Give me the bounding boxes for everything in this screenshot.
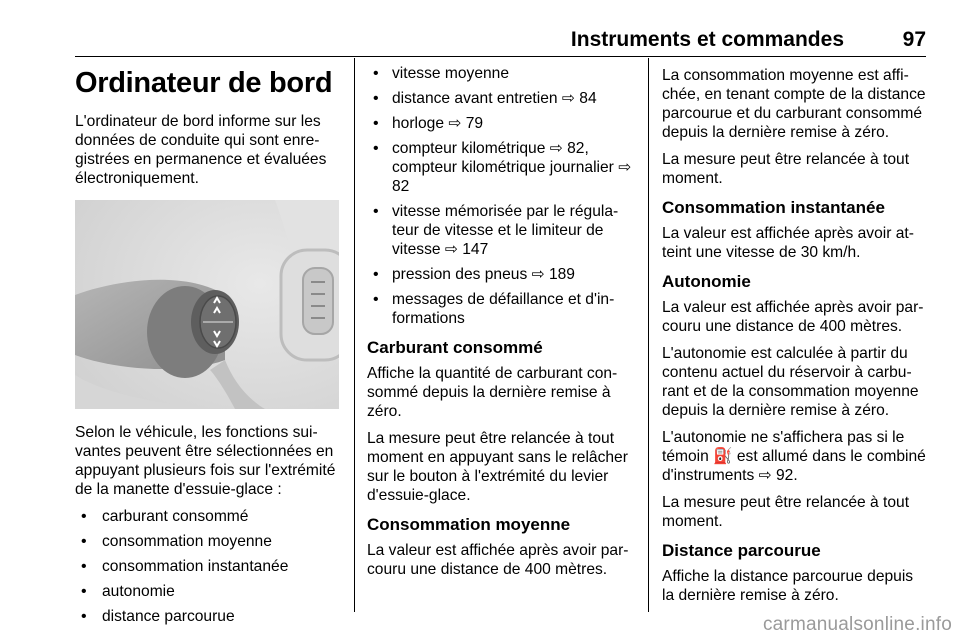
- heading-carburant-consomme: Carburant consommé: [367, 338, 543, 357]
- column-divider-2: [648, 58, 649, 612]
- functions-intro: Selon le véhicule, les fonctions suivantes peuvent être sélectionnées en appuyant plusieurs fois sur l'extrémité de la manette d'essuie-glace :: [75, 424, 336, 498]
- paragraph: L'autonomie ne s'affichera pas si le témoin ⛽ est allumé dans le combiné d'instruments ⇨ 92.: [662, 429, 926, 484]
- list-item: • compteur kilométrique ⇨ 82, compteur kilométrique journalier ⇨ 82: [367, 139, 633, 196]
- list-item: • consommation moyenne: [75, 532, 341, 551]
- paragraph: Affiche la quantité de carburant consommé depuis la dernière remise à zéro.: [367, 365, 618, 420]
- list-item: • vitesse mémorisée par le régulateur de vitesse et le limiteur de vitesse ⇨ 147: [367, 202, 633, 259]
- heading-autonomie: Autonomie: [662, 272, 751, 291]
- heading-distance-parcourue: Distance parcourue: [662, 541, 821, 560]
- list-item: • distance parcourue: [75, 607, 341, 626]
- list-item: • horloge ⇨ 79: [367, 114, 633, 133]
- list-item: • pression des pneus ⇨ 189: [367, 265, 633, 284]
- list-item: • autonomie: [75, 582, 341, 601]
- intro-paragraph: L'ordinateur de bord informe sur les données de conduite qui sont enregistrées en permanence et évaluées électroniquement.: [75, 113, 327, 187]
- column-2: [367, 58, 633, 587]
- paragraph: La valeur est affichée après avoir parcouru une distance de 400 mètres.: [662, 299, 924, 335]
- paragraph: Affiche la distance parcourue depuis la dernière remise à zéro.: [662, 568, 914, 604]
- heading-consommation-instantanee: Consommation instantanée: [662, 198, 885, 217]
- paragraph: La valeur est affichée après avoir parcouru une distance de 400 mètres.: [367, 542, 629, 578]
- chapter-heading: Ordinateur de bord: [75, 67, 333, 99]
- wiper-lever-illustration: [75, 200, 339, 409]
- header-rule: [75, 56, 926, 57]
- list-item: • vitesse moyenne: [367, 64, 633, 83]
- watermark: carmanualsonline.info: [762, 614, 952, 635]
- list-item: • consommation instantanée: [75, 557, 341, 576]
- paragraph: La mesure peut être relancée à tout moment.: [662, 151, 910, 187]
- section-title: Instruments et commandes: [570, 28, 844, 51]
- page-number: 97: [902, 28, 926, 51]
- column-3: [662, 58, 928, 613]
- column-divider-1: [354, 58, 355, 612]
- list-item: • carburant consommé: [75, 507, 341, 526]
- functions-list-continued: [367, 64, 633, 328]
- paragraph: La consommation moyenne est affichée, en tenant compte de la distance parcourue et du carburant consommé depuis la dernière remise à zéro.: [662, 67, 926, 141]
- page-header: [75, 28, 926, 54]
- functions-list: [75, 507, 341, 626]
- list-item: • messages de défaillance et d'informations: [367, 290, 633, 328]
- paragraph: La mesure peut être relancée à tout moment en appuyant sans le relâcher sur le bouton à l'extrémité du levier d'essuie-glace.: [367, 430, 628, 504]
- paragraph: La mesure peut être relancée à tout moment.: [662, 494, 910, 530]
- list-item: • distance avant entretien ⇨ 84: [367, 89, 633, 108]
- paragraph: L'autonomie est calculée à partir du contenu actuel du réservoir à carburant et de la consommation moyenne depuis la dernière remise à zéro.: [662, 345, 919, 419]
- column-1: [75, 58, 341, 634]
- paragraph: La valeur est affichée après avoir atteint une vitesse de 30 km/h.: [662, 225, 914, 261]
- heading-consommation-moyenne: Consommation moyenne: [367, 515, 571, 534]
